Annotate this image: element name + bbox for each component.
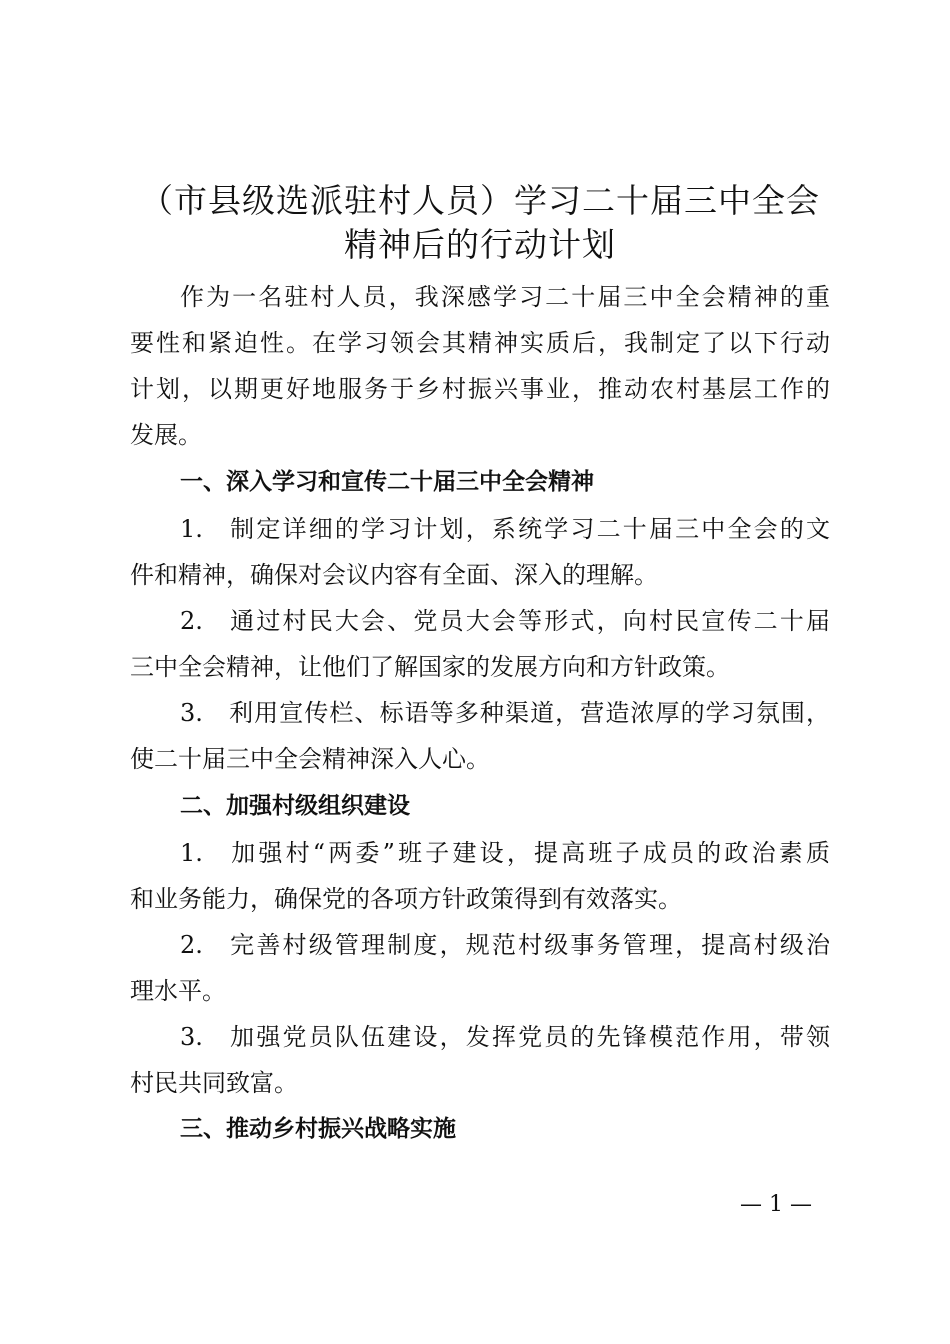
item-text: 加强村“两委”班子建设，提高班子成员的政治素质 [228,839,830,867]
item-number: 3. [180,1023,203,1051]
section-1-item-1-line-2: 件和精神，确保对会议内容有全面、深入的理解。 [130,561,658,589]
section-1-heading: 一、深入学习和宣传二十届三中全会精神 [180,469,594,495]
intro-line-1: 作为一名驻村人员，我深感学习二十届三中全会精神的重 [180,283,830,311]
item-text: 加强党员队伍建设，发挥党员的先锋模范作用，带领 [228,1023,830,1051]
item-number: 1. [180,839,203,867]
section-1-item-2-line-1 [180,605,830,637]
section-2-heading: 二、加强村级组织建设 [180,793,410,819]
intro-line-4: 发展。 [130,421,202,449]
item-text: 通过村民大会、党员大会等形式，向村民宣传二十届 [228,607,830,635]
item-number: 3. [180,699,203,727]
section-3-heading: 三、推动乡村振兴战略实施 [180,1116,456,1142]
item-text: 利用宣传栏、标语等多种渠道，营造浓厚的学习氛围， [228,699,830,727]
item-number: 2. [180,931,203,959]
section-2-item-2-line-2: 理水平。 [130,977,226,1005]
item-text: 制定详细的学习计划，系统学习二十届三中全会的文 [228,515,830,543]
item-text: 完善村级管理制度，规范村级事务管理，提高村级治 [228,931,830,959]
section-1-item-1-line-1 [180,513,830,545]
item-number: 1. [180,515,203,543]
intro-line-2: 要性和紧迫性。在学习领会其精神实质后，我制定了以下行动 [130,329,830,357]
intro-line-3: 计划，以期更好地服务于乡村振兴事业，推动农村基层工作的 [130,375,830,403]
section-2-item-1-line-1 [180,837,830,869]
document-title-line-2: 精神后的行动计划 [344,225,616,264]
section-1-item-3-line-2: 使二十届三中全会精神深入人心。 [130,745,490,773]
item-number: 2. [180,607,203,635]
section-2-item-3-line-2: 村民共同致富。 [130,1069,298,1097]
section-1-item-2-line-2: 三中全会精神，让他们了解国家的发展方向和方针政策。 [130,653,730,681]
document-title-line-1: （市县级选派驻村人员）学习二十届三中全会 [140,181,820,220]
section-2-item-2-line-1 [180,929,830,961]
section-2-item-1-line-2: 和业务能力，确保党的各项方针政策得到有效落实。 [130,885,682,913]
page-number: — 1 — [740,1192,812,1217]
section-2-item-3-line-1 [180,1021,830,1053]
section-1-item-3-line-1 [180,697,830,729]
